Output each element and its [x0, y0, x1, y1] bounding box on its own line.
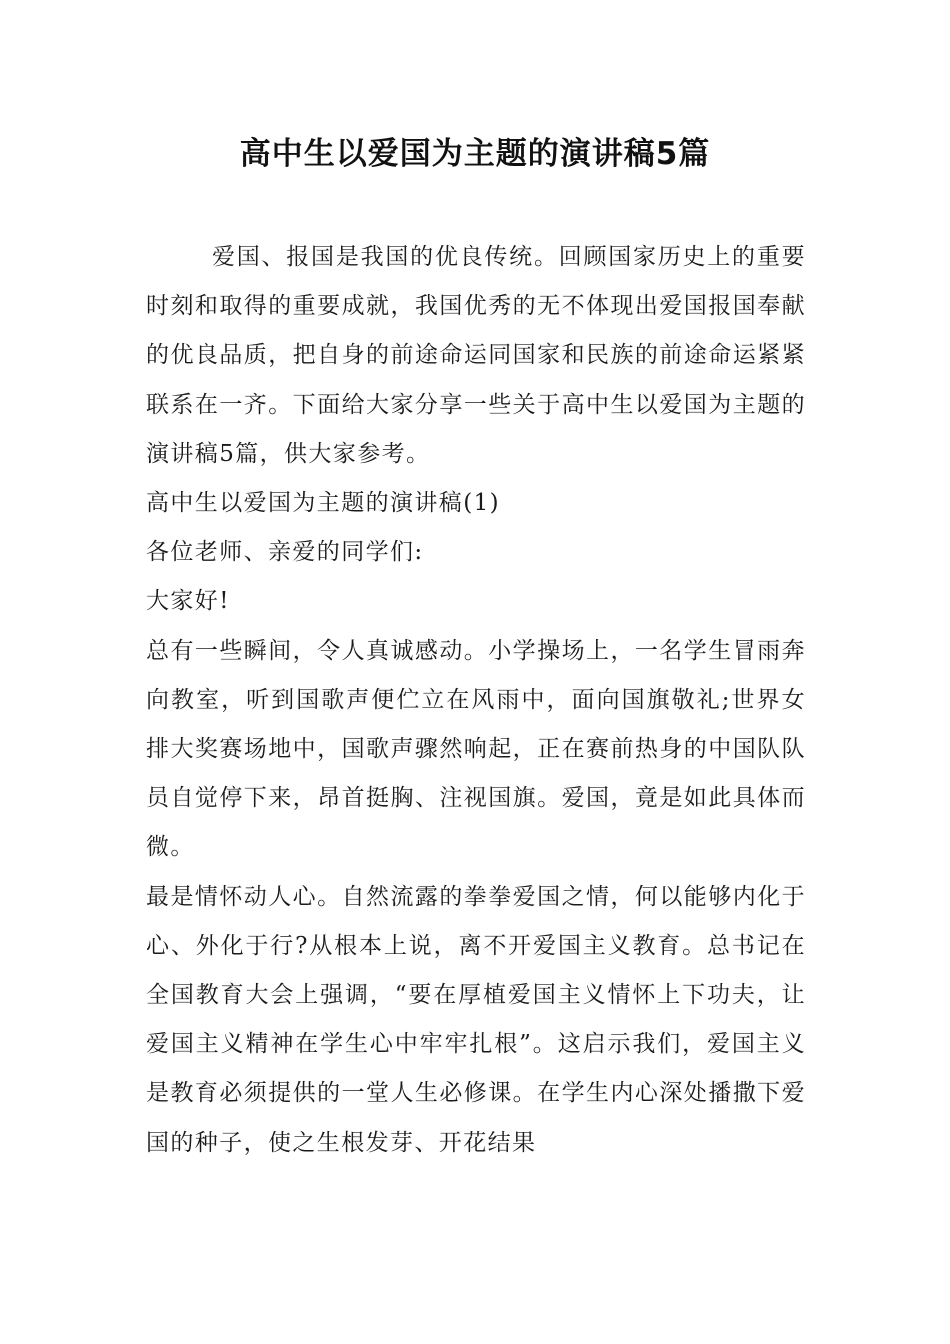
document-body	[146, 233, 806, 1168]
body-paragraph: 总有一些瞬间，令人真诚感动。小学操场上，一名学生冒雨奔向教室，听到国歌声便伫立在风雨中，面向国旗敬礼;世界女排大奖赛场地中，国歌声骤然响起，正在赛前热身的中国队队员自觉停下来，昂首挺胸、注视国旗。爱国，竟是如此具体而微。	[146, 637, 806, 861]
intro-paragraph: 爱国、报国是我国的优良传统。回顾国家历史上的重要时刻和取得的重要成就，我国优秀的无不体现出爱国报国奉献的优良品质，把自身的前途命运同国家和民族的前途命运紧紧联系在一齐。下面给大家分享一些关于高中生以爱国为主题的演讲稿5篇，供大家参考。	[146, 244, 806, 467]
body-paragraph: 最是情怀动人心。自然流露的拳拳爱国之情，何以能够内化于心、外化于行?从根本上说，离不开爱国主义教育。总书记在全国教育大会上强调，“要在厚植爱国主义情怀上下功夫，让爱国主义精神在学生心中牢牢扎根”。这启示我们，爱国主义是教育必须提供的一堂人生必修课。在学生内心深处播撒下爱国的种子，使之生根发芽、开花结果	[146, 883, 806, 1156]
section-heading: 高中生以爱国为主题的演讲稿(1)	[146, 490, 500, 517]
greeting: 大家好!	[146, 588, 230, 615]
document-title: 高中生以爱国为主题的演讲稿5篇	[239, 136, 711, 172]
salutation: 各位老师、亲爱的同学们:	[146, 539, 424, 566]
